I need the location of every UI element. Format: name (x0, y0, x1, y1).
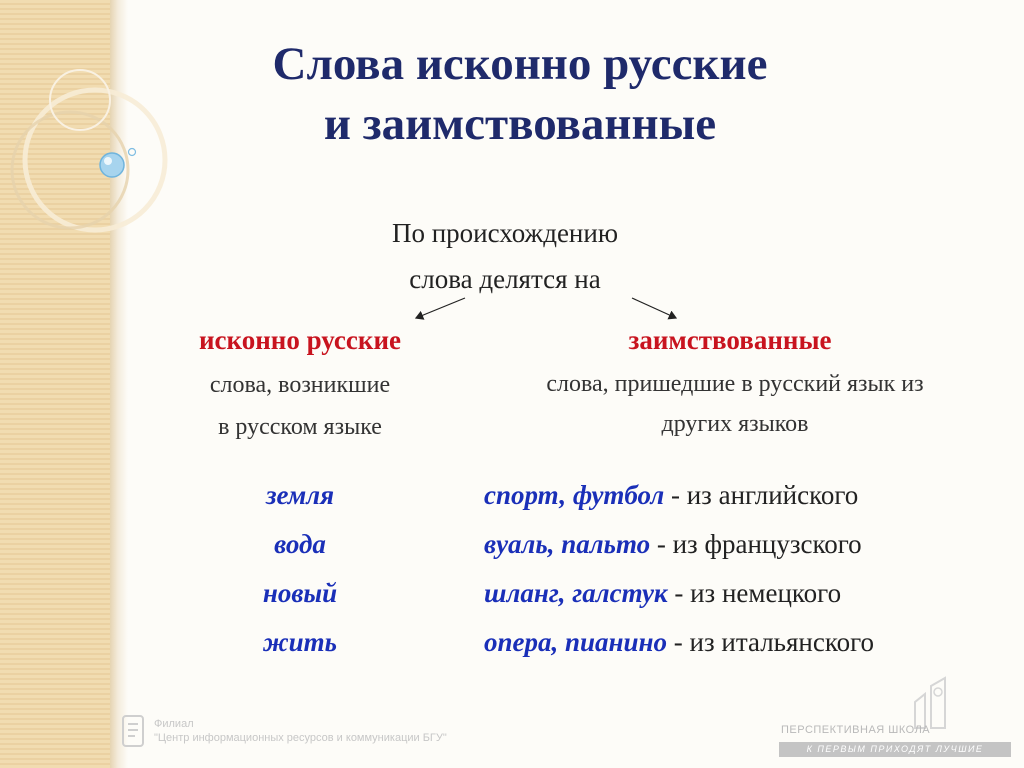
native-example: жить (262, 627, 338, 657)
title-line-2: и заимствованные (323, 98, 717, 150)
example-separator: - (667, 627, 690, 657)
native-description (150, 364, 450, 448)
borrowed-example-row (484, 625, 1004, 659)
borrowed-description (470, 364, 1000, 444)
intro-line-1: По происхождению (391, 218, 619, 248)
footer-line-1: Филиал (154, 718, 194, 730)
footer-institution (120, 712, 540, 756)
borrowed-desc-line-1: слова, пришедшие в русский язык из (546, 371, 924, 397)
brand-tagline: К ПЕРВЫМ ПРИХОДЯТ ЛУЧШИЕ (779, 742, 1011, 757)
borrowed-example-row (484, 478, 1004, 512)
footer-line-2: "Центр информационных ресурсов и коммуникации БГУ" (154, 732, 447, 744)
example-separator: - (664, 480, 687, 510)
borrowed-example-origin: из итальянского (689, 627, 874, 657)
footer-brand (775, 672, 1015, 762)
title-line-1: Слова исконно русские (272, 38, 768, 90)
slide-title (130, 34, 910, 154)
borrowed-example-row (484, 576, 1004, 610)
borrowed-example-words: спорт, футбол (484, 480, 665, 510)
example-separator: - (650, 529, 673, 559)
borrowed-example-origin: из английского (686, 480, 859, 510)
native-desc-line-1: слова, возникшие (209, 372, 391, 398)
intro-text (320, 210, 690, 302)
borrowed-example-origin: из французского (672, 529, 862, 559)
borrowed-example-origin: из немецкого (690, 578, 842, 608)
intro-line-2: слова делятся на (409, 264, 601, 294)
borrowed-example-words: опера, пианино (484, 627, 668, 657)
native-example: вода (274, 529, 326, 559)
borrowed-example-words: шланг, галстук (484, 578, 668, 608)
native-heading: исконно русские (199, 325, 401, 355)
brand-name: ПЕРСПЕКТИВНАЯ ШКОЛА (781, 724, 931, 736)
borrowed-desc-line-2: других языков (661, 411, 809, 437)
example-separator: - (667, 578, 691, 608)
school-logo-icon (895, 672, 975, 732)
borrowed-example-words: вуаль, пальто (484, 529, 651, 559)
native-example: новый (262, 578, 338, 608)
borrowed-example-row (484, 527, 1004, 561)
native-example: земля (265, 480, 335, 510)
native-desc-line-2: в русском языке (218, 414, 382, 440)
institution-emblem-icon (120, 712, 148, 752)
borrowed-heading: заимствованные (628, 325, 832, 355)
